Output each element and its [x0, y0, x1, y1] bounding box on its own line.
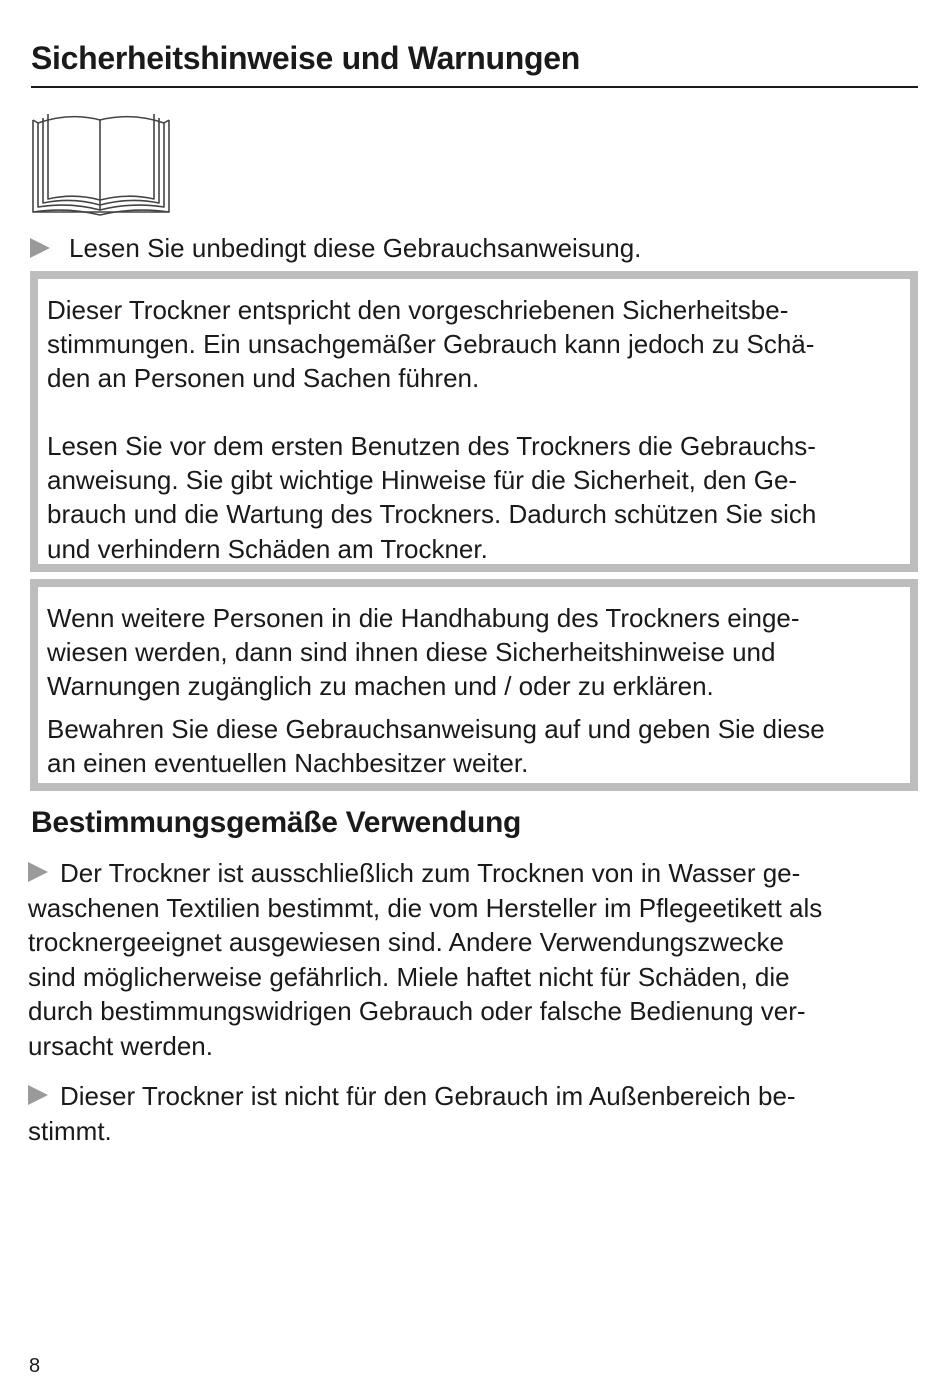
text-line: wiesen werden, dann sind ihnen diese Sicherheitshinweise und — [47, 637, 776, 668]
text-line — [28, 856, 928, 891]
triangle-bullet-icon — [30, 238, 50, 258]
text-line: stimmt. — [28, 1115, 112, 1146]
notice-paragraph — [47, 601, 912, 704]
text-span: Der Trockner ist ausschließlich zum Trocknen von in Wasser ge- — [60, 858, 801, 888]
page-number: 8 — [29, 1355, 41, 1377]
text-line: brauch und die Wartung des Trockners. Dadurch schützen Sie sich — [47, 499, 817, 530]
text-line: stimmungen. Ein unsachgemäßer Gebrauch kann jedoch zu Schä- — [47, 329, 815, 360]
text-line: an einen eventuellen Nachbesitzer weiter. — [47, 748, 529, 779]
read-instruction — [30, 229, 641, 267]
notice-paragraph — [47, 712, 912, 780]
text-line: Bewahren Sie diese Gebrauchsanweisung auf und geben Sie diese — [47, 714, 825, 744]
text-line: trocknergeeignet ausgewiesen sind. Andere Verwendungszwecke — [28, 927, 784, 958]
text-line — [28, 1079, 928, 1114]
text-line: durch bestimmungswidrigen Gebrauch oder falsche Bedienung ver- — [28, 996, 806, 1027]
triangle-bullet-icon — [28, 1085, 48, 1105]
safety-notice-box — [30, 271, 918, 572]
text-line: Dieser Trockner entspricht den vorgeschriebenen Sicherheitsbe- — [47, 295, 789, 325]
bullet-paragraph — [28, 1079, 928, 1148]
text-line: Warnungen zugänglich zu machen und / oder zu erklären. — [47, 671, 714, 702]
text-line: Lesen Sie vor dem ersten Benutzen des Trockners die Gebrauchs- — [47, 431, 816, 461]
text-line: ursacht werden. — [28, 1030, 213, 1061]
text-line: Wenn weitere Personen in die Handhabung des Trockners einge- — [47, 603, 800, 633]
text-line: und verhindern Schäden am Trockner. — [47, 533, 488, 564]
text-line: waschenen Textilien bestimmt, die vom Hersteller im Pflegeetikett als — [28, 892, 823, 923]
bullet-paragraph — [28, 856, 928, 1064]
section-heading: Bestimmungsgemäße Verwendung — [31, 806, 522, 839]
text-line: sind möglicherweise gefährlich. Miele haftet nicht für Schäden, die — [28, 961, 790, 992]
handover-notice-box — [30, 579, 918, 791]
triangle-bullet-icon — [28, 862, 48, 882]
page-title: Sicherheitshinweise und Warnungen — [31, 40, 580, 76]
open-book-icon — [30, 111, 172, 218]
text-line: den an Personen und Sachen führen. — [47, 363, 480, 394]
title-divider — [31, 86, 918, 88]
read-instruction-text: Lesen Sie unbedingt diese Gebrauchsanweisung. — [69, 232, 642, 263]
notice-paragraph — [47, 429, 912, 566]
notice-paragraph — [47, 293, 912, 396]
text-span: Dieser Trockner ist nicht für den Gebrauch im Außenbereich be- — [60, 1081, 796, 1111]
text-line: anweisung. Sie gibt wichtige Hinweise für die Sicherheit, den Ge- — [47, 465, 798, 496]
